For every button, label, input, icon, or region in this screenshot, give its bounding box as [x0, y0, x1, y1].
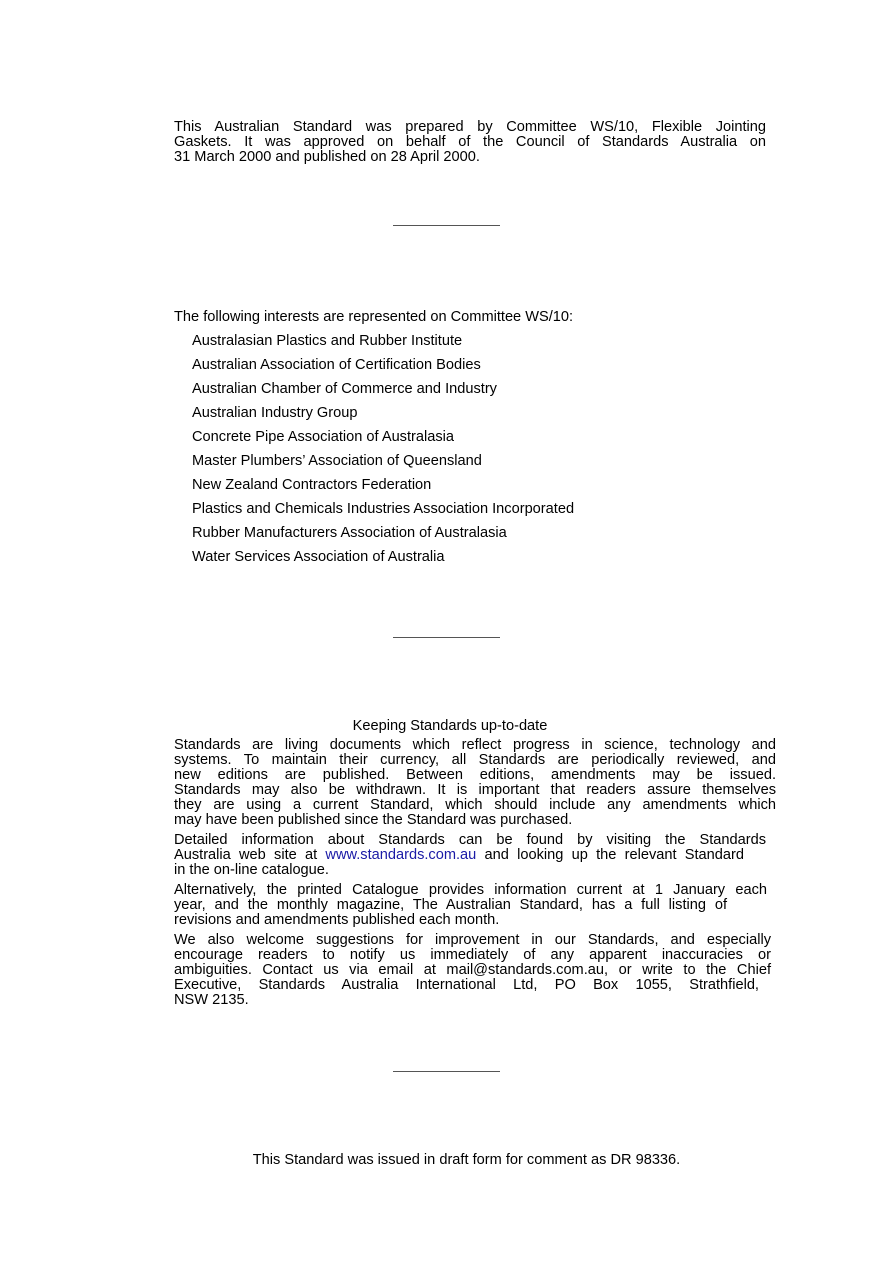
committee-member: New Zealand Contractors Federation	[192, 477, 432, 493]
keeping-standards-title: Keeping Standards up-to-date	[352, 718, 548, 734]
text-line	[174, 848, 744, 863]
divider-3	[393, 1071, 500, 1072]
text-line: Standards may also be withdrawn. It is important that readers assure themselves	[174, 782, 776, 798]
committee-member: Australian Industry Group	[192, 405, 358, 421]
text-fragment: and looking up the relevant Standard	[476, 847, 744, 863]
text-line: ambiguities. Contact us via email at mail@standards.com.au, or write to the Chief	[174, 962, 771, 978]
text-line: revisions and amendments published each month.	[174, 912, 500, 928]
committee-member: Australian Association of Certification Bodies	[192, 357, 481, 373]
text-line: NSW 2135.	[174, 992, 249, 1008]
divider-2	[393, 637, 500, 638]
paragraph-living-documents	[174, 738, 776, 828]
text-line: in the on-line catalogue.	[174, 862, 329, 878]
text-fragment: year, and the monthly magazine,	[174, 897, 413, 913]
text-line: Detailed information about Standards can be found by visiting the Standards	[174, 832, 766, 848]
magazine-title: The Australian Standard	[412, 897, 579, 913]
draft-notice: This Standard was issued in draft form for comment as DR 98336.	[252, 1152, 681, 1168]
committee-member: Australasian Plastics and Rubber Institute	[192, 333, 463, 349]
committee-heading: The following interests are represented on Committee WS/10:	[174, 309, 574, 325]
keeping-standards-body	[174, 738, 776, 1013]
divider-1	[393, 225, 500, 226]
committee-member: Australian Chamber of Commerce and Industry	[192, 381, 497, 397]
text-line	[174, 898, 727, 913]
committee-member: Concrete Pipe Association of Australasia	[192, 429, 455, 445]
text-line: they are using a current Standard, which should include any amendments which	[174, 797, 776, 813]
standards-website-link[interactable]: www.standards.com.au	[325, 847, 477, 863]
text-line: Executive, Standards Australia International Ltd, PO Box 1055, Strathfield,	[174, 977, 759, 993]
text-fragment: Australia web site at	[174, 847, 326, 863]
text-line: systems. To maintain their currency, all Standards are periodically reviewed, and	[174, 752, 776, 768]
committee-member: Rubber Manufacturers Association of Australasia	[192, 525, 507, 541]
text-line: new editions are published. Between editions, amendments may be issued.	[174, 767, 776, 783]
preparation-line: 31 March 2000 and published on 28 April 2000.	[174, 149, 480, 165]
text-line: Standards are living documents which reflect progress in science, technology and	[174, 737, 776, 753]
committee-member: Plastics and Chemicals Industries Association Incorporated	[192, 501, 575, 517]
committee-member-list	[192, 333, 574, 573]
preparation-line: Gaskets. It was approved on behalf of the Council of Standards Australia on	[174, 134, 766, 150]
text-line: encourage readers to notify us immediately of any apparent inaccuracies or	[174, 947, 771, 963]
text-fragment: , has a full listing of	[578, 897, 728, 913]
preparation-line: This Australian Standard was prepared by Committee WS/10, Flexible Jointing	[174, 119, 766, 135]
paragraph-suggestions	[174, 933, 771, 1008]
committee-member: Master Plumbers’ Association of Queensland	[192, 453, 482, 469]
paragraph-web-site	[174, 833, 766, 878]
paragraph-catalogue	[174, 883, 776, 928]
committee-member: Water Services Association of Australia	[192, 549, 445, 565]
preparation-statement	[174, 120, 766, 165]
text-line: We also welcome suggestions for improvement in our Standards, and especially	[174, 932, 771, 948]
text-line: may have been published since the Standard was purchased.	[174, 812, 573, 828]
text-line: Alternatively, the printed Catalogue provides information current at 1 January each	[174, 882, 767, 898]
